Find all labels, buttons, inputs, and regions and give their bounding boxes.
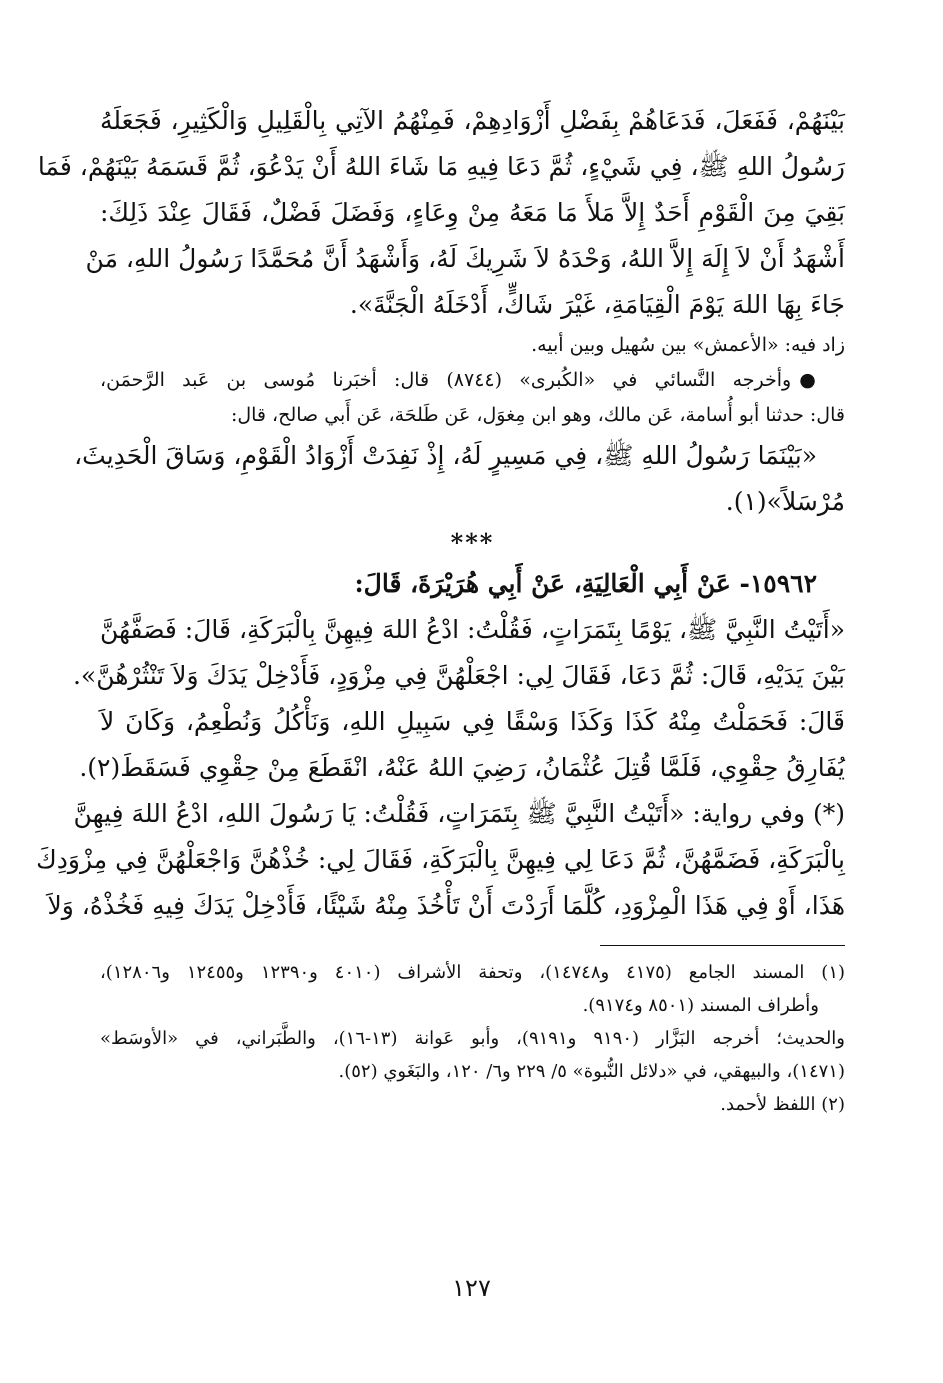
qal-line: قَالَ: فَحَمَلْتُ مِنْهُ كَذَا وَكَذَا وَسْقًا فِي سَبِيلِ اللهِ، وَنَأْكُلُ وَنُطْعِمُ، وَكَانَ لاَ <box>100 707 845 736</box>
mursal-line: مُرْسَلاً»(١). <box>725 487 845 516</box>
body-line: بَقِيَ مِنَ الْقَوْمِ أَحَدٌ إِلاَّ مَلأَ مَا مَعَهُ مِنْ وِعَاءٍ، وَفَضَلَ فَضْلٌ، فَقَالَ عِنْدَ ذَلِكَ: <box>100 198 845 227</box>
nasai-line: قال: حدثنا أبو أُسامة، عَن مالك، وهو ابن مِغوَل، عَن طَلحَة، عَن أَبي صالح، قال: <box>230 404 845 426</box>
hadith-line: بَيْنَ يَدَيْهِ، قَالَ: ثُمَّ دَعَا، فَقَالَ لِي: اجْعَلْهُنَّ فِي مِزْوَدٍ، فَأَدْخِلْ يَدَكَ وَلاَ تَنْثُرْهُنَّ». <box>72 661 845 690</box>
page-number: ١٢٧ <box>452 1274 491 1302</box>
nasai-text: وأخرجه النَّسائي في «الكُبرى» (٨٧٤٤) قال: أخبَرنا مُوسى بن عَبد الرَّحمَن، <box>100 369 792 391</box>
page-body <box>36 98 846 1121</box>
hadith-heading: ١٥٩٦٢- عَنْ أَبِي الْعَالِيَةِ، عَنْ أَبِي هُرَيْرَةَ، قَالَ: <box>354 569 817 598</box>
bullet-icon: ● <box>799 369 827 391</box>
footnote-line: والحديث؛ أخرجه البَزَّار (٩١٩٠ و٩١٩١)، وأبو عَوانة (١٣-١٦)، والطَّبَراني، في «الأوسَط» <box>100 1028 846 1049</box>
riwaya-line: بِالْبَرَكَةِ، فَضَمَّهُنَّ، ثُمَّ دَعَا لِي فِيهِنَّ بِالْبَرَكَةِ، فَقَالَ لِي: خُذْهُنَّ وَاجْعَلْهُنَّ فِي مِزْوَدِكَ <box>36 845 845 874</box>
narration-note: زاد فيه: «الأعمش» بين سُهيل وبين أبيه. <box>531 334 845 356</box>
body-line: بَيْنَهُمْ، فَفَعَلَ، فَدَعَاهُمْ بِفَضْلِ أَزْوَادِهِمْ، فَمِنْهُمُ الآتِي بِالْقَلِيلِ وَالْكَثِيرِ، فَجَعَلَهُ <box>100 106 845 135</box>
qal-line: يُفَارِقُ حِقْوِي، فَلَمَّا قُتِلَ عُثْمَانُ، رَضِيَ اللهُ عَنْهُ، انْقَطَعَ مِنْ حِقْوِي فَسَقَطَ(٢). <box>79 753 845 782</box>
riwaya-line: (*) وفي رواية: «أَتَيْتُ النَّبِيَّ ﷺ بِتَمَرَاتٍ، فَقُلْتُ: يَا رَسُولَ اللهِ، ادْعُ اللهَ فِيهِنَّ <box>73 799 845 828</box>
footnote-divider <box>600 945 845 946</box>
riwaya-line: هَذَا، أَوْ فِي هَذَا الْمِزْوَدِ، كُلَّمَا أَرَدْتَ أَنْ تَأْخُذَ مِنْهُ شَيْئًا، فَأَدْخِلْ يَدَكَ فِيهِ فَخُذْهُ، وَلاَ <box>47 891 845 920</box>
footnote-line: (١٤٧١)، والبيهقي، في «دلائل النُّبوة» ٥/ ٢٢٩ و٦/ ١٢٠، والبَغَوي (٥٢). <box>338 1061 845 1082</box>
section-separator: *** <box>450 528 495 557</box>
footnote-line: وأطراف المسند (٨٥٠١ و٩١٧٤). <box>582 995 819 1016</box>
body-line: أَشْهَدُ أَنْ لاَ إِلَهَ إِلاَّ اللهُ، وَحْدَهُ لاَ شَرِيكَ لَهُ، وَأَشْهَدُ أَنَّ مُحَمَّدًا رَسُولُ اللهِ، مَنْ <box>85 244 845 273</box>
footnote-line: (١) المسند الجامع (٤١٧٥ و١٤٧٤٨)، وتحفة الأشراف (٤٠١٠ و١٢٣٩٠ و١٢٤٥٥ و١٢٨٠٦)، <box>100 962 846 983</box>
body-line: جَاءَ بِهَا اللهَ يَوْمَ الْقِيَامَةِ، غَيْرَ شَاكٍّ، أَدْخَلَهُ الْجَنَّةَ». <box>349 290 845 319</box>
nasai-line <box>100 363 845 398</box>
body-line: رَسُولُ اللهِ ﷺ، فِي شَيْءٍ، ثُمَّ دَعَا فِيهِ مَا شَاءَ اللهُ أَنْ يَدْعُوَ، ثُمَّ قَسَمَهُ بَيْنَهُمْ، فَمَا <box>37 152 845 181</box>
mursal-line: «بَيْنَمَا رَسُولُ اللهِ ﷺ، فِي مَسِيرٍ لَهُ، إِذْ نَفِدَتْ أَزْوَادُ الْقَوْمِ، وَسَاقَ الْحَدِيثَ، <box>74 441 817 470</box>
footnote-line: (٢) اللفظ لأحمد. <box>720 1094 845 1115</box>
hadith-line: «أَتَيْتُ النَّبِيَّ ﷺ، يَوْمًا بِتَمَرَاتٍ، فَقُلْتُ: ادْعُ اللهَ فِيهِنَّ بِالْبَرَكَةِ، قَالَ: فَصَفَّهُنَّ <box>100 615 845 644</box>
